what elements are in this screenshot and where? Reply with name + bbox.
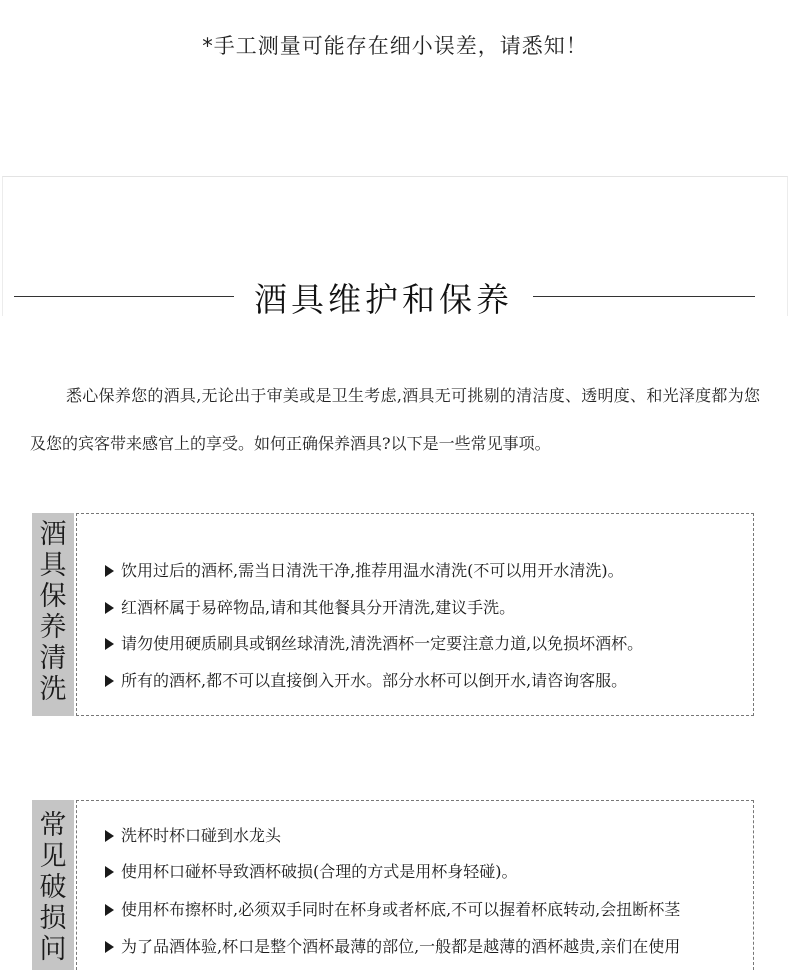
- arrow-right-icon: [105, 638, 114, 650]
- intro-paragraph: 悉心保养您的酒具,无论出于审美或是卫生考虑,酒具无可挑剔的清洁度、透明度、和光泽度都为您及您的宾客带来感官上的享受。如何正确保养酒具?以下是一些常见事项。: [30, 386, 760, 453]
- title-divider-left: [14, 296, 234, 297]
- damage-box-body: [76, 800, 754, 970]
- list-item: 所有的酒杯,都不可以直接倒入开水。部分水杯可以倒开水,请咨询客服。: [105, 668, 627, 691]
- measurement-notice: *手工测量可能存在细小误差，请悉知！: [202, 34, 588, 58]
- section-title: 酒具维护和保养: [254, 280, 513, 319]
- list-item: 洗杯时杯口碰到水龙头: [105, 823, 281, 846]
- cleaning-box-label-text: 酒具保养清洗: [39, 519, 67, 705]
- list-item: 为了品酒体验,杯口是整个酒杯最薄的部位,一般都是越薄的酒杯越贵,亲们在使用: [105, 934, 680, 957]
- list-item: 饮用过后的酒杯,需当日清洗干净,推荐用温水清洗(不可以用开水清洗)。: [105, 558, 624, 581]
- arrow-right-icon: [105, 565, 114, 577]
- cleaning-box-body: [76, 513, 754, 716]
- arrow-right-icon: [105, 675, 114, 687]
- damage-box: [32, 800, 754, 970]
- arrow-right-icon: [105, 866, 114, 878]
- title-divider-right: [533, 296, 755, 297]
- damage-box-label-text: 常见破损问: [39, 810, 67, 965]
- arrow-right-icon: [105, 941, 114, 953]
- cleaning-box: [32, 513, 754, 716]
- list-item: 请勿使用硬质刷具或钢丝球清洗,清洗酒杯一定要注意力道,以免损坏酒杯。: [105, 631, 643, 654]
- list-item: 红酒杯属于易碎物品,请和其他餐具分开清洗,建议手洗。: [105, 595, 515, 618]
- damage-box-label: [32, 800, 74, 970]
- arrow-right-icon: [105, 830, 114, 842]
- arrow-right-icon: [105, 602, 114, 614]
- cleaning-box-label: [32, 513, 74, 716]
- arrow-right-icon: [105, 904, 114, 916]
- list-item: 使用杯布擦杯时,必须双手同时在杯身或者杯底,不可以握着杯底转动,会扭断杯茎: [105, 897, 680, 920]
- list-item: 使用杯口碰杯导致酒杯破损(合理的方式是用杯身轻碰)。: [105, 859, 518, 882]
